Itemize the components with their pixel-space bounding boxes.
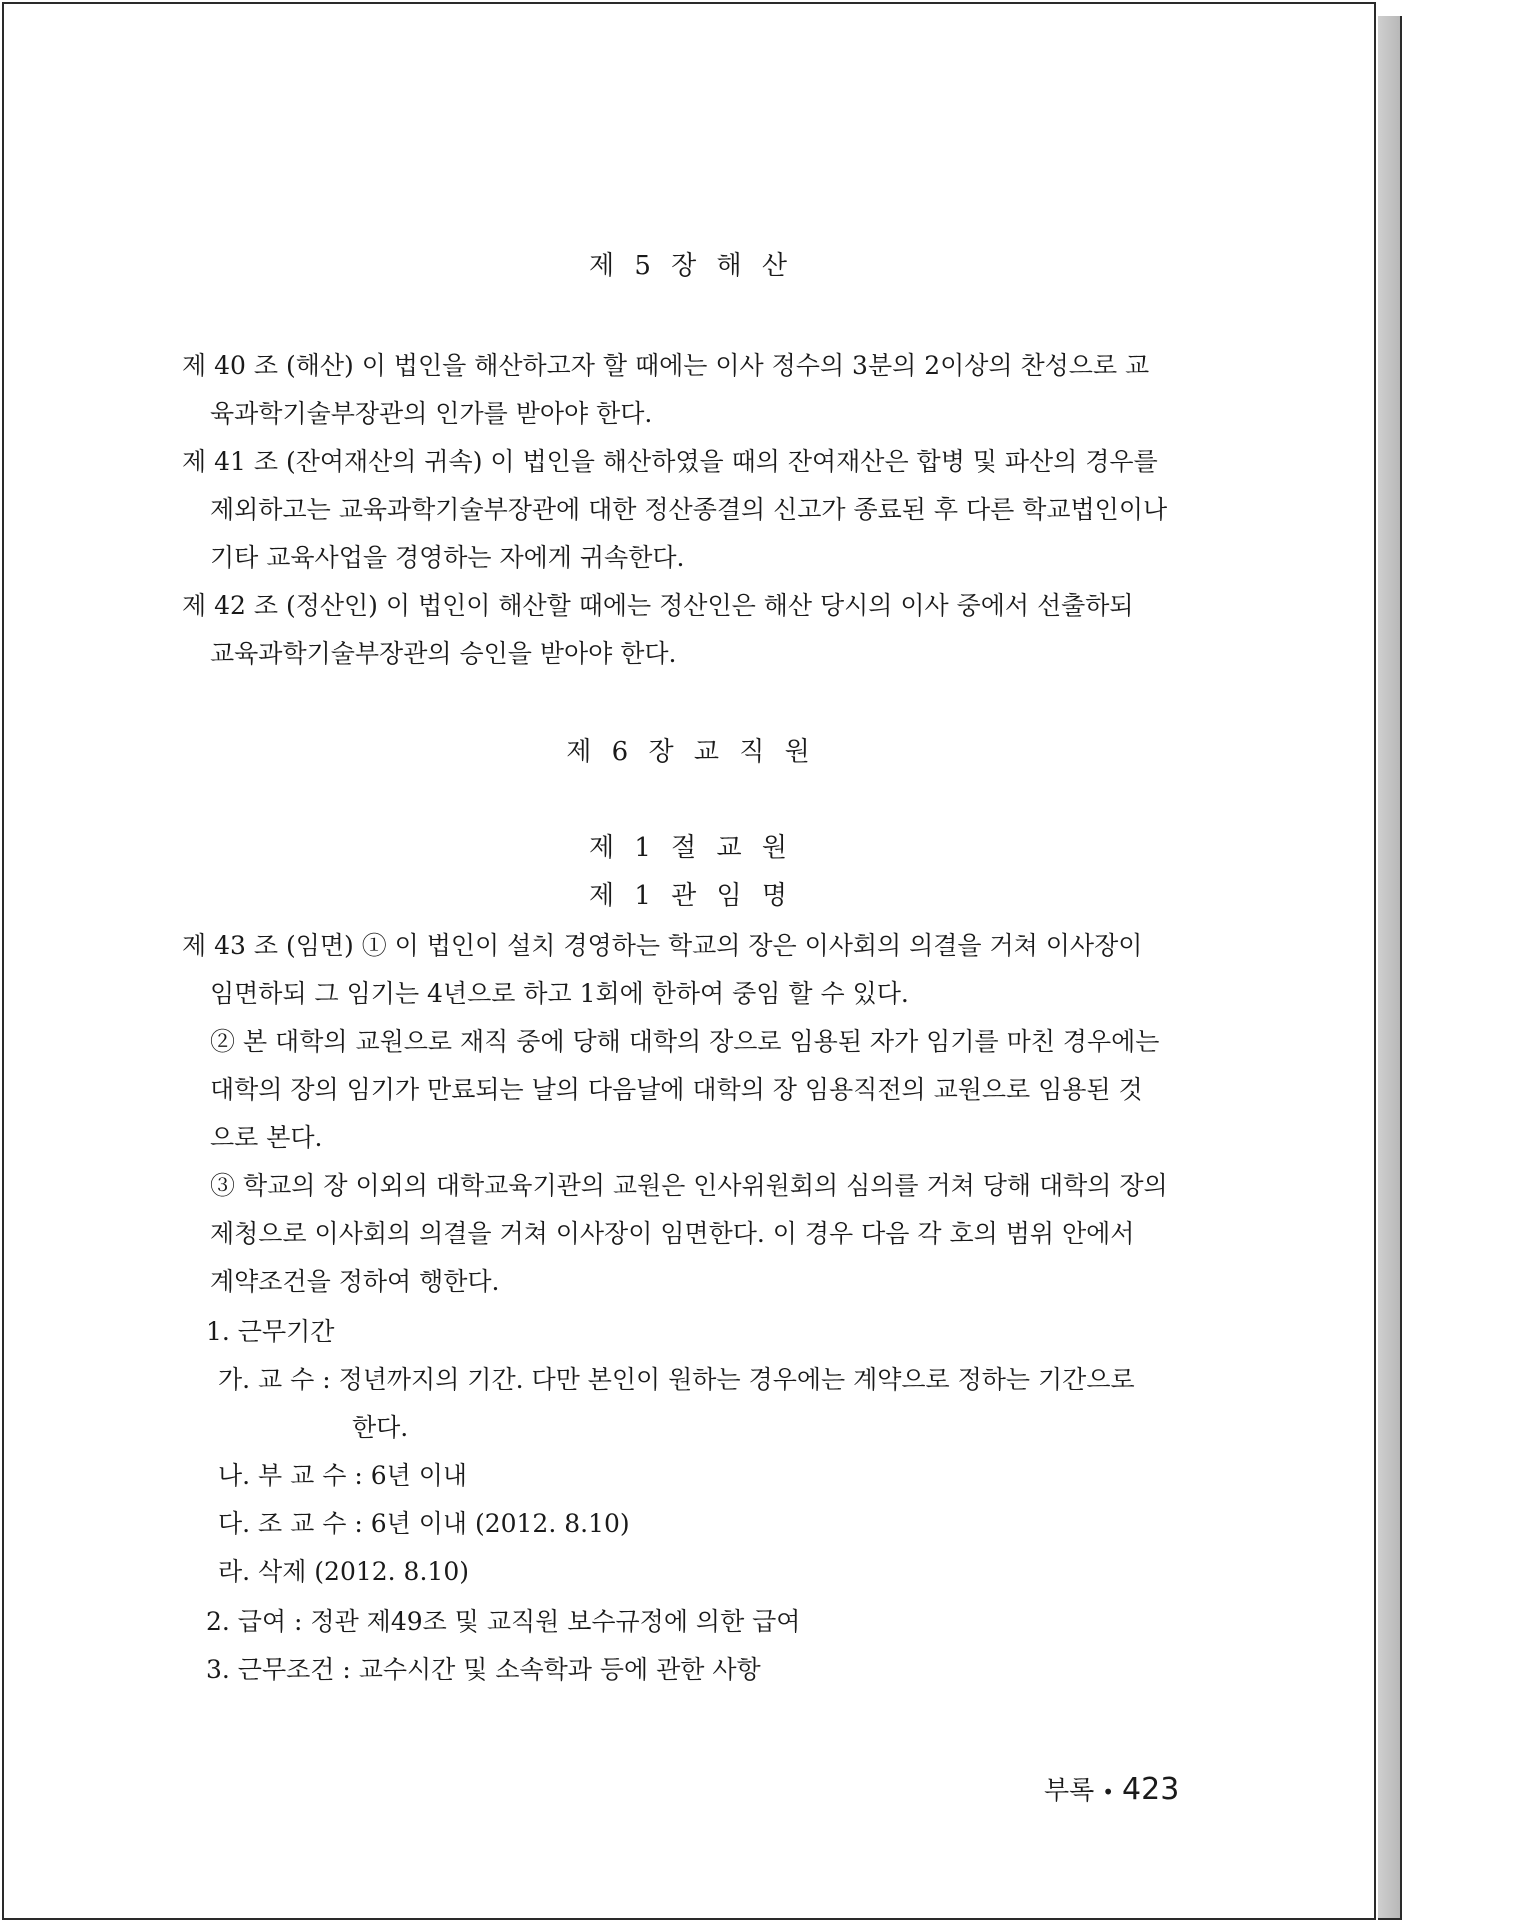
article-43-para-2-line-2: 대학의 장의 임기가 만료되는 날의 다음날에 대학의 장 임용직전의 교원으로 임용된 것 (210, 1075, 1143, 1104)
list-item-1-da: 다. 조 교 수 : 6년 이내 (2012. 8.10) (218, 1509, 630, 1538)
article-43-para-3-line-3: 계약조건을 정하여 행한다. (210, 1267, 500, 1296)
article-43-para-3-line-1: ③ 학교의 장 이외의 대학교육기관의 교원은 인사위원회의 심의를 거쳐 당해 대학의 장의 (210, 1171, 1168, 1200)
article-40-line-1: 제 40 조 (해산) 이 법인을 해산하고자 할 때에는 이사 정수의 3분의 2이상의 찬성으로 교 (182, 351, 1150, 380)
page-footer (1044, 1770, 1179, 1807)
page-edge-top (1376, 2, 1404, 16)
page-number: 423 (1122, 1772, 1180, 1807)
article-43-para-3-line-2: 제청으로 이사회의 의결을 거쳐 이사장이 임면한다. 이 경우 다음 각 호의 범위 안에서 (210, 1219, 1135, 1248)
article-43-para-2-line-3: 으로 본다. (210, 1123, 323, 1152)
article-41-line-3: 기타 교육사업을 경영하는 자에게 귀속한다. (210, 543, 685, 572)
list-item-1-ra: 라. 삭제 (2012. 8.10) (218, 1557, 469, 1586)
chapter-5-heading: 제 5 장 해 산 (588, 251, 794, 281)
list-item-3: 3. 근무조건 : 교수시간 및 소속학과 등에 관한 사항 (206, 1655, 761, 1684)
article-43-line-2: 임면하되 그 임기는 4년으로 하고 1회에 한하여 중임 할 수 있다. (210, 979, 909, 1008)
list-item-1: 1. 근무기간 (206, 1317, 335, 1346)
page-edge (1378, 10, 1402, 1920)
article-41-line-1: 제 41 조 (잔여재산의 귀속) 이 법인을 해산하였을 때의 잔여재산은 합병 및 파산의 경우를 (182, 447, 1158, 476)
section-1-heading: 제 1 절 교 원 (588, 833, 794, 863)
article-43-para-2-line-1: ② 본 대학의 교원으로 재직 중에 당해 대학의 장으로 임용된 자가 임기를 마친 경우에는 (210, 1027, 1160, 1056)
chapter-6-heading: 제 6 장 교 직 원 (566, 737, 816, 767)
list-item-2: 2. 급여 : 정관 제49조 및 교직원 보수규정에 의한 급여 (206, 1607, 801, 1636)
list-item-1-na: 나. 부 교 수 : 6년 이내 (218, 1461, 468, 1490)
article-40-line-2: 육과학기술부장관의 인가를 받아야 한다. (210, 399, 653, 428)
subsection-1-heading: 제 1 관 임 명 (588, 881, 794, 911)
document-page (2, 2, 1376, 1920)
footer-label: 부록 (1044, 1776, 1095, 1806)
footer-separator: • (1102, 1780, 1115, 1804)
article-43-line-1: 제 43 조 (임면) ① 이 법인이 설치 경영하는 학교의 장은 이사회의 의결을 거쳐 이사장이 (182, 931, 1143, 960)
article-42-line-2: 교육과학기술부장관의 승인을 받아야 한다. (210, 639, 677, 668)
article-42-line-1: 제 42 조 (정산인) 이 법인이 해산할 때에는 정산인은 해산 당시의 이사 중에서 선출하되 (182, 591, 1134, 620)
list-item-1-ga-line-2: 한다. (352, 1413, 409, 1442)
list-item-1-ga-line-1: 가. 교 수 : 정년까지의 기간. 다만 본인이 원하는 경우에는 계약으로 정하는 기간으로 (218, 1365, 1135, 1394)
article-41-line-2: 제외하고는 교육과학기술부장관에 대한 정산종결의 신고가 종료된 후 다른 학교법인이나 (210, 495, 1168, 524)
